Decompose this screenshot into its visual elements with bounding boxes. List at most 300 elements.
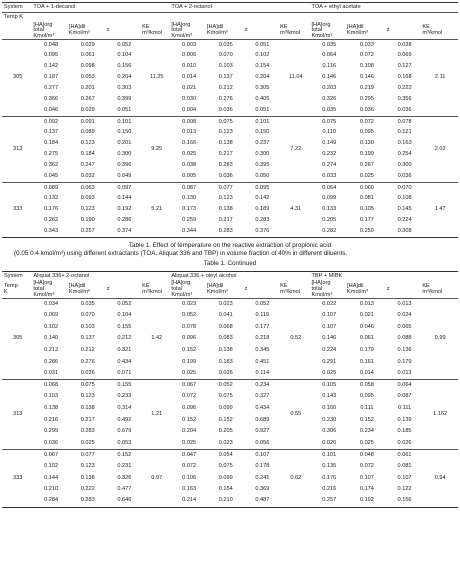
header-line: Kmol/m³ xyxy=(311,291,333,298)
value-cell: 0.123 xyxy=(80,206,95,213)
value-cell: 0.163 xyxy=(397,140,412,147)
value-cell: 0.216 xyxy=(44,416,59,423)
value-cell: 0.004 xyxy=(182,107,197,114)
value-cell: 0.282 xyxy=(322,228,337,235)
value-cell: 0.095 xyxy=(44,52,59,59)
value-cell: 0.343 xyxy=(44,228,59,235)
value-cell: 0.224 xyxy=(322,347,337,354)
value-cell: 0.150 xyxy=(255,129,270,136)
value-cell: 0.049 xyxy=(117,173,132,180)
col-dil-header xyxy=(69,23,107,40)
header-line: [HA]dil xyxy=(347,283,364,290)
table-row xyxy=(2,51,458,62)
value-cell: 0.212 xyxy=(117,335,132,342)
value-cell: 0.050 xyxy=(255,173,270,180)
value-cell: 0.087 xyxy=(182,184,197,191)
header-line: KE xyxy=(280,24,288,31)
header-line: Kmol/m³ xyxy=(206,288,228,295)
col-z-header: z xyxy=(244,285,248,292)
value-cell: 0.139 xyxy=(397,416,412,423)
value-cell: 0.155 xyxy=(117,323,132,330)
value-cell: 0.068 xyxy=(218,323,233,330)
header-line: total xyxy=(33,285,44,292)
value-cell: 0.116 xyxy=(322,63,337,70)
value-cell: 0.176 xyxy=(322,474,337,481)
value-cell: 0.205 xyxy=(322,217,337,224)
value-cell: 0.132 xyxy=(44,195,59,202)
value-cell: 0.179 xyxy=(359,347,374,354)
value-cell: 0.061 xyxy=(359,335,374,342)
value-cell: 0.222 xyxy=(80,486,95,493)
value-cell: 0.023 xyxy=(182,300,197,307)
value-cell: 0.219 xyxy=(359,85,374,92)
table-1 xyxy=(2,2,458,238)
value-cell: 0.138 xyxy=(80,404,95,411)
value-cell: 0.048 xyxy=(359,451,374,458)
value-cell: 0.065 xyxy=(397,323,412,330)
system-header: System xyxy=(4,3,23,10)
value-cell: 0.052 xyxy=(117,300,132,307)
value-cell: 0.006 xyxy=(182,52,197,59)
value-cell: 0.103 xyxy=(80,323,95,330)
header-line: Kmol/m³ xyxy=(68,288,90,295)
table-row xyxy=(2,62,458,73)
value-cell: 0.051 xyxy=(255,107,270,114)
value-cell: 0.283 xyxy=(80,497,95,504)
value-cell: 0.184 xyxy=(44,140,59,147)
value-cell: 0.078 xyxy=(397,118,412,125)
value-cell: 0.231 xyxy=(117,462,132,469)
value-cell: 0.123 xyxy=(80,393,95,400)
value-cell: 0.035 xyxy=(218,41,233,48)
value-cell: 0.305 xyxy=(255,85,270,92)
value-cell: 0.072 xyxy=(182,393,197,400)
table-row xyxy=(2,227,458,238)
value-cell: 0.058 xyxy=(359,382,374,389)
ke-cell: 1.21 xyxy=(151,410,163,417)
value-cell: 0.477 xyxy=(117,486,132,493)
value-cell: 0.300 xyxy=(255,151,270,158)
value-cell: 0.072 xyxy=(359,462,374,469)
value-cell: 0.286 xyxy=(44,358,59,365)
value-cell: 0.078 xyxy=(182,323,197,330)
table-row xyxy=(2,461,458,473)
group-header: TOA + 2-octanol xyxy=(171,3,212,10)
value-cell: 0.070 xyxy=(218,52,233,59)
value-cell: 0.036 xyxy=(218,107,233,114)
header-line: m³/kmol xyxy=(422,288,443,295)
value-cell: 0.204 xyxy=(255,74,270,81)
header-line: m³/kmol xyxy=(422,29,443,36)
value-cell: 0.036 xyxy=(397,107,412,114)
header-line: KE xyxy=(422,283,430,290)
table-row xyxy=(2,95,458,106)
header-line: Kmol/m³ xyxy=(33,32,55,39)
value-cell: 0.093 xyxy=(80,195,95,202)
value-cell: 0.026 xyxy=(322,439,337,446)
value-cell: 0.054 xyxy=(218,451,233,458)
value-cell: 0.111 xyxy=(360,404,374,411)
value-cell: 0.010 xyxy=(182,63,197,70)
col-z-header: z xyxy=(106,285,110,292)
value-cell: 0.025 xyxy=(182,151,197,158)
value-cell: 0.178 xyxy=(255,462,270,469)
value-cell: 0.102 xyxy=(44,462,59,469)
value-cell: 0.014 xyxy=(359,369,374,376)
value-cell: 0.091 xyxy=(80,118,95,125)
value-cell: 0.250 xyxy=(359,228,374,235)
value-cell: 0.052 xyxy=(117,41,132,48)
value-cell: 0.152 xyxy=(182,347,197,354)
value-cell: 0.306 xyxy=(322,428,337,435)
value-cell: 0.144 xyxy=(44,474,59,481)
table-row xyxy=(2,426,458,438)
col-ke-header xyxy=(422,23,458,40)
value-cell: 0.013 xyxy=(182,129,197,136)
table-row xyxy=(2,183,458,194)
value-cell: 0.097 xyxy=(117,184,132,191)
value-cell: 0.267 xyxy=(80,96,95,103)
value-cell: 0.033 xyxy=(359,41,374,48)
header-line: [HA]dil xyxy=(347,24,364,31)
value-cell: 0.104 xyxy=(117,312,132,319)
value-cell: 0.029 xyxy=(80,41,95,48)
value-cell: 0.295 xyxy=(359,96,374,103)
table-row xyxy=(2,128,458,139)
value-cell: 0.185 xyxy=(397,428,412,435)
group-header: TOA + ethyl acetate xyxy=(311,3,361,10)
header-line: K xyxy=(4,288,8,295)
table-row xyxy=(2,216,458,227)
table-1-continued xyxy=(2,271,458,508)
value-cell: 0.003 xyxy=(182,41,197,48)
value-cell: 0.205 xyxy=(218,428,233,435)
value-cell: 0.114 xyxy=(255,369,270,376)
value-cell: 0.232 xyxy=(322,151,337,158)
value-cell: 0.102 xyxy=(255,52,270,59)
table-row xyxy=(2,205,458,216)
value-cell: 0.204 xyxy=(182,428,197,435)
header-line: [HA]org xyxy=(171,280,191,287)
value-cell: 0.025 xyxy=(80,439,95,446)
table-caption xyxy=(0,242,460,268)
value-cell: 0.104 xyxy=(117,52,132,59)
value-cell: 0.204 xyxy=(117,74,132,81)
table-row xyxy=(2,139,458,150)
table-row xyxy=(2,403,458,415)
value-cell: 0.026 xyxy=(218,369,233,376)
value-cell: 0.077 xyxy=(218,184,233,191)
col-z-header: z xyxy=(244,27,248,34)
ke-cell: 11.25 xyxy=(149,74,164,81)
value-cell: 0.927 xyxy=(255,428,270,435)
col-dil-header xyxy=(69,281,107,298)
value-cell: 0.247 xyxy=(80,162,95,169)
table-row xyxy=(2,345,458,357)
header-line: Kmol/m³ xyxy=(347,288,368,295)
value-cell: 0.014 xyxy=(182,74,197,81)
value-cell: 0.053 xyxy=(117,439,132,446)
value-cell: 0.138 xyxy=(80,474,95,481)
value-cell: 0.064 xyxy=(322,52,337,59)
value-cell: 0.031 xyxy=(44,369,59,376)
value-cell: 0.101 xyxy=(255,118,270,125)
value-cell: 0.168 xyxy=(397,74,412,81)
value-cell: 0.095 xyxy=(359,129,374,136)
header-line: [HA]org xyxy=(33,21,53,28)
ke-cell: 0.97 xyxy=(151,474,163,481)
col-org-header xyxy=(312,281,348,298)
value-cell: 0.217 xyxy=(218,217,233,224)
header-line: [HA]org xyxy=(171,21,191,28)
value-cell: 0.045 xyxy=(44,173,59,180)
table-row xyxy=(2,84,458,95)
value-cell: 0.212 xyxy=(218,85,233,92)
value-cell: 0.138 xyxy=(218,347,233,354)
value-cell: 0.308 xyxy=(397,228,412,235)
value-cell: 0.056 xyxy=(255,439,270,446)
value-cell: 0.183 xyxy=(218,358,233,365)
header-line: [HA]dil xyxy=(206,24,224,31)
value-cell: 0.224 xyxy=(397,217,412,224)
value-cell: 0.192 xyxy=(117,206,132,213)
value-cell: 0.127 xyxy=(397,63,412,70)
value-cell: 0.095 xyxy=(255,184,270,191)
ke-cell: 1.162 xyxy=(433,410,448,417)
value-cell: 0.075 xyxy=(218,393,233,400)
value-cell: 0.107 xyxy=(359,474,374,481)
header-line: m³/kmol xyxy=(280,29,301,36)
value-cell: 0.024 xyxy=(397,312,412,319)
value-cell: 0.035 xyxy=(322,41,337,48)
value-cell: 0.035 xyxy=(80,300,95,307)
value-cell: 0.098 xyxy=(80,63,95,70)
value-cell: 0.283 xyxy=(255,217,270,224)
value-cell: 0.105 xyxy=(359,206,374,213)
table-row xyxy=(2,299,458,311)
value-cell: 0.274 xyxy=(322,162,337,169)
value-cell: 0.679 xyxy=(117,428,132,435)
value-cell: 0.291 xyxy=(322,358,337,365)
col-z-header: z xyxy=(106,27,110,34)
value-cell: 0.099 xyxy=(218,474,233,481)
header-line: total xyxy=(33,27,44,34)
value-cell: 0.119 xyxy=(255,312,270,319)
header-line: KE xyxy=(422,24,430,31)
value-cell: 0.052 xyxy=(218,382,233,389)
caption-continued: Table 1. Continued xyxy=(203,260,257,267)
value-cell: 0.022 xyxy=(322,300,337,307)
value-cell: 0.146 xyxy=(322,74,337,81)
value-cell: 0.203 xyxy=(322,85,337,92)
value-cell: 0.138 xyxy=(218,140,233,147)
value-cell: 0.152 xyxy=(182,416,197,423)
value-cell: 0.137 xyxy=(44,129,59,136)
value-cell: 0.160 xyxy=(322,404,337,411)
table-row xyxy=(2,106,458,117)
value-cell: 0.069 xyxy=(44,312,59,319)
value-cell: 0.299 xyxy=(44,428,59,435)
value-cell: 0.217 xyxy=(218,151,233,158)
value-cell: 0.344 xyxy=(182,228,197,235)
value-cell: 0.173 xyxy=(182,206,197,213)
value-cell: 0.254 xyxy=(397,151,412,158)
value-cell: 0.071 xyxy=(117,369,132,376)
header-line: KE xyxy=(280,283,288,290)
value-cell: 0.081 xyxy=(397,462,412,469)
value-cell: 0.025 xyxy=(182,439,197,446)
value-cell: 0.190 xyxy=(80,217,95,224)
value-cell: 0.234 xyxy=(359,428,374,435)
temperature-cell: 305 xyxy=(13,74,23,81)
table-row xyxy=(2,380,458,392)
value-cell: 0.146 xyxy=(322,335,337,342)
table-row xyxy=(2,161,458,172)
value-cell: 0.487 xyxy=(255,497,270,504)
col-dil-header xyxy=(207,281,245,298)
temp-subheader xyxy=(2,281,33,298)
value-cell: 0.036 xyxy=(44,439,59,446)
value-cell: 0.199 xyxy=(359,151,374,158)
value-cell: 0.210 xyxy=(44,486,59,493)
caption-line: (0.05 0.4 kmol/m³) using different extractants (TOA, Aliquat 336 and TBP) in volume fraction of 40% in different diluents. xyxy=(14,250,348,258)
temperature-cell: 313 xyxy=(13,410,23,417)
ke-cell: 1.47 xyxy=(434,206,446,213)
value-cell: 0.025 xyxy=(182,369,197,376)
value-cell: 0.123 xyxy=(80,462,95,469)
value-cell: 0.210 xyxy=(218,497,233,504)
table-row xyxy=(2,40,458,51)
value-cell: 0.276 xyxy=(80,358,95,365)
temp-subheader xyxy=(2,23,33,40)
value-cell: 0.021 xyxy=(359,312,374,319)
value-cell: 0.106 xyxy=(182,474,197,481)
table-row xyxy=(2,391,458,403)
value-cell: 0.036 xyxy=(80,369,95,376)
value-cell: 0.008 xyxy=(182,118,197,125)
header-line: Kmol/m³ xyxy=(171,291,193,298)
value-cell: 0.021 xyxy=(182,85,197,92)
header-line: [HA]org xyxy=(311,21,331,28)
value-cell: 0.075 xyxy=(322,118,337,125)
value-cell: 0.646 xyxy=(117,497,132,504)
value-cell: 0.218 xyxy=(255,335,270,342)
ke-cell: 7.22 xyxy=(290,145,302,152)
ke-cell: 0.55 xyxy=(290,410,302,417)
value-cell: 0.144 xyxy=(117,195,132,202)
value-cell: 0.075 xyxy=(218,118,233,125)
ke-cell: 0.52 xyxy=(290,335,302,342)
value-cell: 0.048 xyxy=(44,41,59,48)
value-cell: 0.077 xyxy=(80,451,95,458)
table-row xyxy=(2,194,458,205)
header-line: Kmol/m³ xyxy=(347,29,368,36)
group-header: Aliquat 336 + oleyl alcohol xyxy=(171,272,237,279)
value-cell: 0.237 xyxy=(255,140,270,147)
value-cell: 0.189 xyxy=(255,206,270,213)
value-cell: 0.154 xyxy=(255,63,270,70)
value-cell: 0.072 xyxy=(359,52,374,59)
value-cell: 0.047 xyxy=(182,451,197,458)
value-cell: 0.140 xyxy=(44,335,59,342)
header-line: [HA]dil xyxy=(206,283,224,290)
header-line: total xyxy=(171,285,182,292)
value-cell: 0.061 xyxy=(80,52,95,59)
table-row xyxy=(2,322,458,334)
table-row xyxy=(2,310,458,322)
col-ke-header xyxy=(280,281,311,298)
value-cell: 0.053 xyxy=(80,74,95,81)
value-cell: 0.451 xyxy=(255,358,270,365)
value-cell: 0.286 xyxy=(117,217,132,224)
value-cell: 0.259 xyxy=(182,217,197,224)
value-cell: 0.434 xyxy=(255,404,270,411)
header-line: m³/kmol xyxy=(280,288,301,295)
value-cell: 0.036 xyxy=(359,107,374,114)
value-cell: 0.096 xyxy=(182,335,197,342)
group-header: TOA + 1-decanol xyxy=(33,3,76,10)
header-line: total xyxy=(171,27,182,34)
col-dil-header xyxy=(347,23,387,40)
temp-header: Temp K xyxy=(2,13,33,23)
value-cell: 0.103 xyxy=(44,393,59,400)
value-cell: 0.081 xyxy=(359,195,374,202)
value-cell: 0.099 xyxy=(218,404,233,411)
value-cell: 0.230 xyxy=(322,416,337,423)
value-cell: 0.150 xyxy=(117,129,132,136)
value-cell: 0.122 xyxy=(397,486,412,493)
value-cell: 0.075 xyxy=(80,382,95,389)
value-cell: 0.013 xyxy=(359,300,374,307)
table-row xyxy=(2,172,458,183)
value-cell: 0.036 xyxy=(218,173,233,180)
value-cell: 0.283 xyxy=(218,228,233,235)
value-cell: 0.275 xyxy=(44,151,59,158)
value-cell: 0.038 xyxy=(182,162,197,169)
value-cell: 0.087 xyxy=(397,393,412,400)
value-cell: 0.267 xyxy=(359,162,374,169)
header-line: Kmol/m³ xyxy=(311,32,333,39)
header-line: m³/kmol xyxy=(142,288,162,295)
col-dil-header xyxy=(207,23,245,40)
header-line: KE xyxy=(142,283,150,290)
value-cell: 0.029 xyxy=(80,107,95,114)
value-cell: 0.321 xyxy=(117,347,132,354)
value-cell: 0.123 xyxy=(80,140,95,147)
value-cell: 0.154 xyxy=(218,486,233,493)
value-cell: 0.161 xyxy=(359,358,374,365)
value-cell: 0.152 xyxy=(117,451,132,458)
value-cell: 0.110 xyxy=(322,129,337,136)
group-header: Aliquat 336+ 2-octanol xyxy=(33,272,90,279)
table-row xyxy=(2,473,458,485)
value-cell: 0.276 xyxy=(218,96,233,103)
value-cell: 0.025 xyxy=(322,369,337,376)
value-cell: 0.033 xyxy=(322,173,337,180)
value-cell: 0.101 xyxy=(322,451,337,458)
table-row xyxy=(2,368,458,380)
col-dil-header xyxy=(347,281,387,298)
value-cell: 0.030 xyxy=(182,96,197,103)
table-row xyxy=(2,438,458,450)
value-cell: 0.326 xyxy=(117,474,132,481)
value-cell: 0.156 xyxy=(397,497,412,504)
header-line: total xyxy=(311,285,323,292)
value-cell: 0.156 xyxy=(117,63,132,70)
value-cell: 0.212 xyxy=(44,347,59,354)
value-cell: 0.138 xyxy=(44,404,59,411)
value-cell: 0.025 xyxy=(359,439,374,446)
